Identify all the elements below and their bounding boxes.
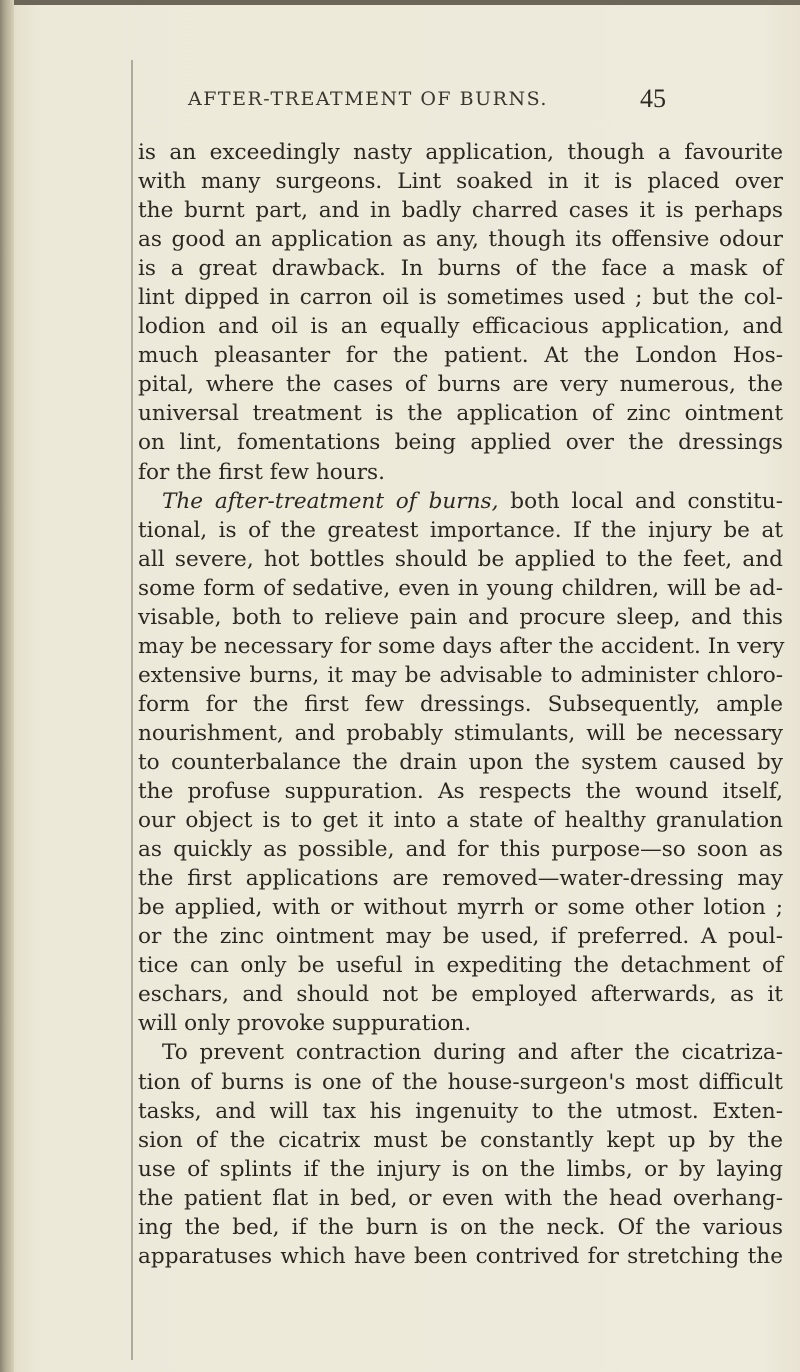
text-line: apparatuses which have been contrived for stretching the: [138, 1243, 783, 1269]
text-line: some form of sedative, even in young children, will be ad-: [138, 575, 783, 601]
text-line: nourishment, and probably stimulants, will be necessary: [138, 720, 783, 746]
body-text: [138, 138, 783, 1271]
text-line: visable, both to relieve pain and procure sleep, and this: [138, 604, 783, 630]
text-line: much pleasanter for the patient. At the London Hos-: [138, 343, 783, 369]
text-line: as quickly as possible, and for this purpose—so soon as: [138, 837, 783, 863]
text-line: our object is to get it into a state of healthy granulation: [138, 808, 783, 834]
text-line: ing the bed, if the burn is on the neck. Of the various: [138, 1214, 783, 1240]
text-line: or the zinc ointment may be used, if preferred. A poul-: [138, 924, 783, 950]
text-line: is a great drawback. In burns of the face a mask of: [138, 256, 783, 282]
running-title: AFTER-TREATMENT OF BURNS.: [188, 88, 548, 110]
text-line: lint dipped in carron oil is sometimes used ; but the col-: [138, 285, 783, 311]
text-line: all severe, hot bottles should be applied to the feet, and: [138, 546, 783, 572]
top-edge-shadow: [0, 0, 800, 5]
binding-edge: [0, 0, 14, 1372]
text-line: is an exceedingly nasty application, though a favourite: [138, 140, 783, 165]
text-line: with many surgeons. Lint soaked in it is placed over: [138, 169, 783, 195]
running-head: [0, 84, 800, 114]
text-line: for the first few hours.: [138, 459, 385, 485]
text-line: the first applications are removed—water-dressing may: [138, 866, 783, 892]
text-line: may be necessary for some days after the accident. In very: [138, 633, 785, 659]
italic-run-in-heading: The after-treatment of burns,: [162, 488, 499, 514]
text-line: extensive burns, it may be advisable to administer chloro-: [138, 662, 783, 688]
text-line: as good an application as any, though its offensive odour: [138, 227, 783, 253]
text-line: tion of burns is one of the house-surgeon's most difficult: [138, 1069, 783, 1095]
text-line: be applied, with or without myrrh or some other lotion ;: [138, 895, 783, 921]
gutter-shadow: [131, 60, 133, 1360]
text-line: will only provoke suppuration.: [138, 1011, 472, 1037]
text-line: the patient flat in bed, or even with the head overhang-: [138, 1185, 783, 1211]
text-line: on lint, fomentations being applied over the dressings: [138, 430, 783, 456]
text-line: universal treatment is the application of zinc ointment: [138, 401, 783, 427]
paragraph-start-line: To prevent contraction during and after the cicatriza-: [162, 1040, 783, 1066]
text-line: tice can only be useful in expediting the detachment of: [138, 953, 783, 979]
text-line: to counterbalance the drain upon the system caused by: [138, 749, 783, 775]
text-line: use of splints if the injury is on the limbs, or by laying: [138, 1156, 783, 1182]
text-line: the burnt part, and in badly charred cases it is perhaps: [138, 198, 783, 224]
text-line: tasks, and will tax his ingenuity to the utmost. Exten-: [138, 1098, 783, 1124]
text-line: pital, where the cases of burns are very numerous, the: [138, 372, 783, 398]
text-line: eschars, and should not be employed afterwards, as it: [138, 982, 783, 1008]
text-line: tional, is of the greatest importance. If the injury be at: [138, 517, 783, 543]
text-run: both local and constitu-: [498, 488, 783, 514]
paragraph-start-line: [138, 487, 783, 516]
text-line: sion of the cicatrix must be constantly kept up by the: [138, 1127, 783, 1153]
text-line: the profuse suppuration. As respects the wound itself,: [138, 779, 783, 805]
page-number: 45: [640, 84, 666, 113]
text-line: lodion and oil is an equally efficacious application, and: [138, 314, 783, 340]
text-line: form for the first few dressings. Subsequently, ample: [138, 691, 783, 717]
